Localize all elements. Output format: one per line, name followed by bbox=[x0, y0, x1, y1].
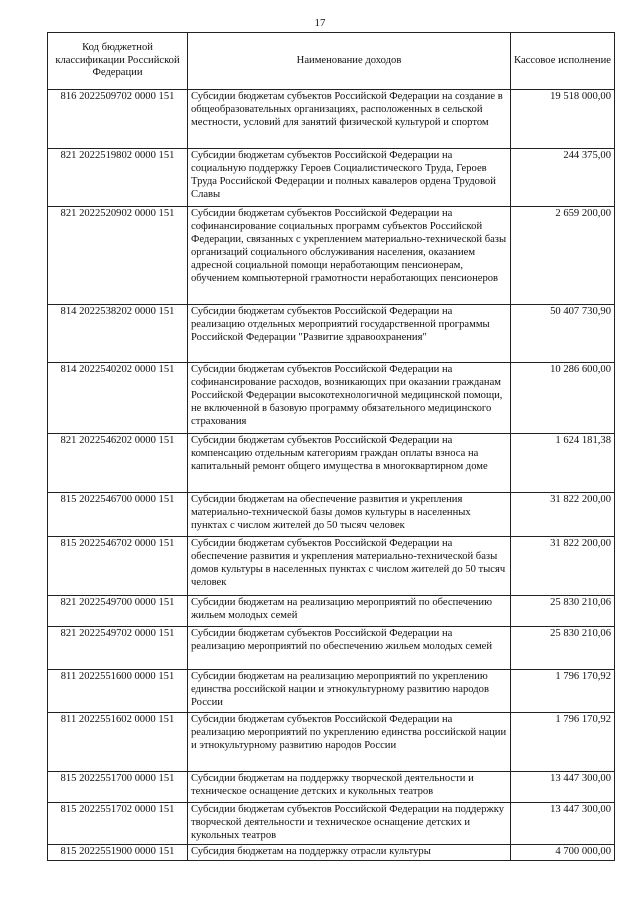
table-header-row bbox=[48, 33, 615, 90]
budget-revenue-table bbox=[47, 32, 615, 861]
cash-amount: 19 518 000,00 bbox=[511, 90, 615, 149]
budget-code: 815 2022551900 0000 151 bbox=[48, 844, 188, 860]
budget-code: 821 2022546202 0000 151 bbox=[48, 434, 188, 493]
cash-amount: 13 447 300,00 bbox=[511, 772, 615, 803]
table-row bbox=[48, 493, 615, 537]
cash-amount: 25 830 210,06 bbox=[511, 596, 615, 627]
header-code: Код бюджетной классификации Российской Федерации bbox=[48, 33, 188, 90]
page-number: 17 bbox=[314, 17, 326, 29]
revenue-name: Субсидии бюджетам на реализацию мероприятий по обеспечению жильем молодых семей bbox=[188, 596, 511, 627]
budget-code: 821 2022549700 0000 151 bbox=[48, 596, 188, 627]
table-row bbox=[48, 803, 615, 845]
table-row bbox=[48, 596, 615, 627]
cash-amount: 2 659 200,00 bbox=[511, 207, 615, 305]
budget-code: 814 2022538202 0000 151 bbox=[48, 305, 188, 363]
revenue-name: Субсидии бюджетам на поддержку творческой деятельности и техническое оснащение детских и кукольных театров bbox=[188, 772, 511, 803]
cash-amount: 31 822 200,00 bbox=[511, 537, 615, 596]
revenue-name: Субсидии бюджетам субъектов Российской Федерации на реализацию мероприятий по обеспечению жильем молодых семей bbox=[188, 627, 511, 670]
table-row bbox=[48, 149, 615, 207]
header-amount: Кассовое исполнение bbox=[511, 33, 615, 90]
table-row bbox=[48, 627, 615, 670]
revenue-name: Субсидии бюджетам субъектов Российской Федерации на создание в общеобразовательных организациях, расположенных в сельской местности, условий для занятий физической культурой и спортом bbox=[188, 90, 511, 149]
revenue-name: Субсидии бюджетам субъектов Российской Федерации на реализацию отдельных мероприятий государственной программы Российской Федерации "Развитие здравоохранения" bbox=[188, 305, 511, 363]
table-row bbox=[48, 713, 615, 772]
table-row bbox=[48, 207, 615, 305]
cash-amount: 1 796 170,92 bbox=[511, 670, 615, 713]
cash-amount: 13 447 300,00 bbox=[511, 803, 615, 845]
budget-code: 816 2022509702 0000 151 bbox=[48, 90, 188, 149]
revenue-name: Субсидии бюджетам на обеспечение развития и укрепления материально-технической базы домов культуры в населенных пунктах с числом жителей до 50 тысяч человек bbox=[188, 493, 511, 537]
table-row bbox=[48, 844, 615, 860]
budget-code: 815 2022551700 0000 151 bbox=[48, 772, 188, 803]
budget-code: 815 2022546702 0000 151 bbox=[48, 537, 188, 596]
budget-code: 811 2022551600 0000 151 bbox=[48, 670, 188, 713]
cash-amount: 244 375,00 bbox=[511, 149, 615, 207]
cash-amount: 25 830 210,06 bbox=[511, 627, 615, 670]
cash-amount: 1 624 181,38 bbox=[511, 434, 615, 493]
revenue-name: Субсидии бюджетам субъектов Российской Федерации на софинансирование расходов, возникающих при оказании гражданам Российской Федерации высокотехнологичной медицинской помощи, не включенной в базовую программу обязательного медицинского страхования bbox=[188, 363, 511, 434]
table-row bbox=[48, 537, 615, 596]
revenue-name: Субсидии бюджетам субъектов Российской Федерации на софинансирование социальных программ субъектов Российской Федерации, связанных с укреплением материально-технической базы организаций социального обслуживания населения, оказанием адресной социальной помощи неработающим пенсионерам, обучением компьютерной грамотности неработающих пенсионеров bbox=[188, 207, 511, 305]
revenue-name: Субсидии бюджетам субъектов Российской Федерации на поддержку творческой деятельности и техническое оснащение детских и кукольных театров bbox=[188, 803, 511, 845]
revenue-name: Субсидии бюджетам субъектов Российской Федерации на обеспечение развития и укрепления материально-технической базы домов культуры в населенных пунктах с числом жителей до 50 тысяч человек bbox=[188, 537, 511, 596]
header-name: Наименование доходов bbox=[188, 33, 511, 90]
table-row bbox=[48, 772, 615, 803]
budget-code: 821 2022549702 0000 151 bbox=[48, 627, 188, 670]
table-row bbox=[48, 670, 615, 713]
cash-amount: 31 822 200,00 bbox=[511, 493, 615, 537]
revenue-name: Субсидии бюджетам субъектов Российской Федерации на социальную поддержку Героев Социалистического Труда, Героев Труда Российской Федерации и полных кавалеров ордена Трудовой Славы bbox=[188, 149, 511, 207]
budget-code: 815 2022546700 0000 151 bbox=[48, 493, 188, 537]
budget-code: 815 2022551702 0000 151 bbox=[48, 803, 188, 845]
revenue-name: Субсидия бюджетам на поддержку отрасли культуры bbox=[188, 844, 511, 860]
table-row bbox=[48, 434, 615, 493]
budget-code: 821 2022519802 0000 151 bbox=[48, 149, 188, 207]
table-row bbox=[48, 363, 615, 434]
cash-amount: 1 796 170,92 bbox=[511, 713, 615, 772]
cash-amount: 10 286 600,00 bbox=[511, 363, 615, 434]
budget-code: 814 2022540202 0000 151 bbox=[48, 363, 188, 434]
revenue-name: Субсидии бюджетам субъектов Российской Федерации на реализацию мероприятий по укреплению единства российской нации и этнокультурному развитию народов России bbox=[188, 713, 511, 772]
budget-code: 821 2022520902 0000 151 bbox=[48, 207, 188, 305]
revenue-name: Субсидии бюджетам субъектов Российской Федерации на компенсацию отдельным категориям граждан оплаты взноса на капитальный ремонт общего имущества в многоквартирном доме bbox=[188, 434, 511, 493]
table-row bbox=[48, 90, 615, 149]
cash-amount: 4 700 000,00 bbox=[511, 844, 615, 860]
budget-code: 811 2022551602 0000 151 bbox=[48, 713, 188, 772]
cash-amount: 50 407 730,90 bbox=[511, 305, 615, 363]
revenue-name: Субсидии бюджетам на реализацию мероприятий по укреплению единства российской нации и этнокультурному развитию народов России bbox=[188, 670, 511, 713]
table-row bbox=[48, 305, 615, 363]
